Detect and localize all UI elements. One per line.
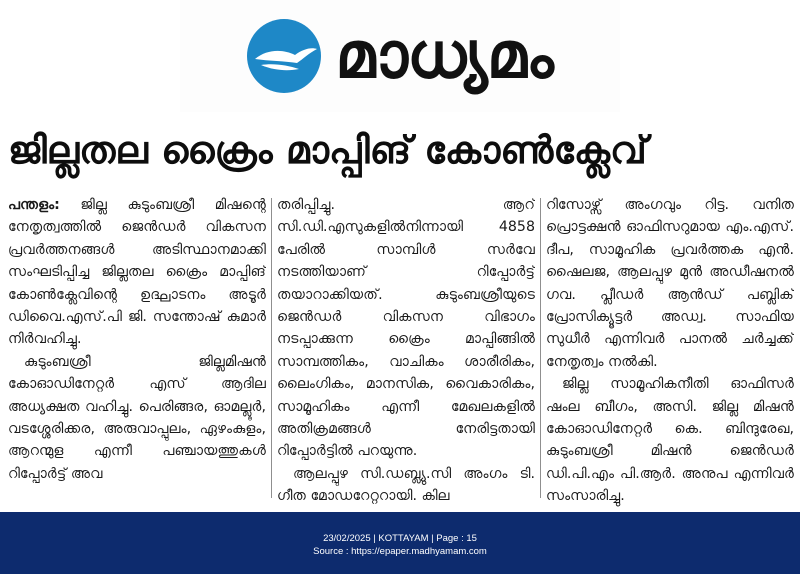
article-body [0, 190, 800, 510]
column-1 [8, 194, 266, 510]
brand-title: മാധ്യമം [335, 19, 553, 93]
headline: ജില്ലതല ക്രൈം മാപ്പിങ് കോൺക്ലേവ് [8, 128, 647, 172]
paragraph: റിസോഴ്സ് അംഗവും റിട്ട. വനിത പ്രൊട്ടക്ഷൻ ഓഫിസറുമായ എം.എസ്. ദീപ, സാമൂഹിക പ്രവർത്തക എൻ. ഷൈലജ, ആലപ്പുഴ മുൻ അഡീഷനൽ ഗവ. പ്ലീഡർ ആൻഡ് പബ്ലിക് പ്രോസിക്യൂട്ടർ അഡ്വ. സാഫിയ സുധീർ എന്നിവർ പാനൽ ചർച്ചക്ക് നേതൃത്വം നൽകി. [546, 197, 794, 370]
column-2 [277, 194, 535, 510]
source-footer [0, 512, 800, 574]
column-3 [546, 194, 794, 510]
bird-flying-icon [247, 19, 321, 93]
issue-info: 23/02/2025 | KOTTAYAM | Page : 15 [323, 533, 477, 544]
source-link[interactable]: Source : https://epaper.madhyamam.com [313, 546, 487, 557]
column-divider [540, 198, 541, 498]
column-divider [271, 198, 272, 498]
paragraph: ആലപ്പുഴ സി.ഡബ്ല്യു.സി അംഗം ടി. ഗീത മോഡറേറ്ററായി. കില [277, 465, 535, 505]
dateline: പന്തളം: [8, 197, 60, 213]
paragraph: കുടുംബശ്രീ ജില്ലമിഷൻ കോഓഡിനേറ്റർ എസ് ആദില അധ്യക്ഷത വഹിച്ചു. പെരിങ്ങര, ഓമല്ലൂർ, വടശ്ശേരിക്കര, അരുവാപ്പുലം, ഏഴംകുളം, ആറന്മുള എന്നീ പഞ്ചായത്തുകൾ റിപ്പോർട്ട് അവ [8, 353, 266, 482]
paragraph-text: ജില്ല കുടുംബശ്രീ മിഷന്റെ നേതൃത്വത്തിൽ ജെൻഡർ വികസന പ്രവർത്തനങ്ങൾ അടിസ്ഥാനമാക്കി സംഘടിപ്പിച്ച ജില്ലതല ക്രൈം മാപ്പിങ് കോൺക്ലേവിന്റെ ഉദ്ഘാടനം അടൂർ ഡിവൈ.എസ്.പി ജി. സന്തോഷ് കുമാർ നിർവഹിച്ചു. [8, 197, 266, 348]
paragraph [8, 194, 266, 351]
masthead [180, 0, 620, 112]
paragraph: തരിപ്പിച്ചു. ആറ് സി.ഡി.എസുകളിൽനിന്നായി 4858 പേരിൽ സാമ്പിൾ സർവേ നടത്തിയാണ് റിപ്പോർട്ട് തയാറാക്കിയത്. കുടുംബശ്രീയുടെ ജെൻഡർ വികസന വിഭാഗം നടപ്പാക്കുന്ന ക്രൈം മാപ്പിങ്ങിൽ സാമ്പത്തികം, വാചികം ശാരീരികം, ലൈംഗികം, മാനസിക, വൈകാരികം, സാമൂഹികം എന്നീ മേഖലകളിൽ അതിക്രമങ്ങൾ നേരിട്ടതായി റിപ്പോർട്ടിൽ പറയുന്നു. [277, 197, 535, 460]
paragraph: ജില്ല സാമൂഹികനീതി ഓഫിസർ ഷംല ബീഗം, അസി. ജില്ല മിഷൻ കോഓഡിനേറ്റർ കെ. ബിന്ദുരേഖ, കുടുംബശ്രീ മിഷൻ ജെൻഡർ ഡി.പി.എം പി.ആർ. അനുപ എന്നിവർ സംസാരിച്ചു. [546, 376, 794, 505]
